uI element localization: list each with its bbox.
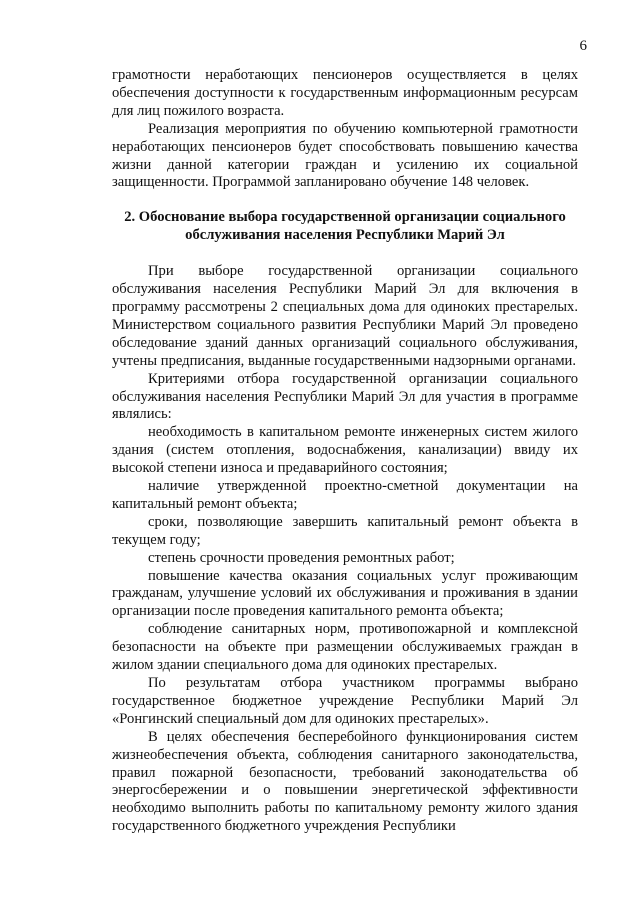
document-body <box>112 67 578 836</box>
list-item: сроки, позволяющие завершить капитальный ремонт объекта в текущем году; <box>112 513 578 548</box>
paragraph: В целях обеспечения бесперебойного функционирования систем жизнеобеспечения объекта, соблюдения санитарного законодательства, правил пожарной безопасности, требований законодательства об энергосбережении и о повышении энергетической эффективности необходимо выполнить работы по капитальному ремонту жилого здания государственного бюджетного учреждения Республики <box>112 728 578 835</box>
paragraph: По результатам отбора участником программы выбрано государственное бюджетное учреждение Республики Марий Эл «Ронгинский специальный дом для одиноких престарелых». <box>112 675 578 727</box>
paragraph: При выборе государственной организации социального обслуживания населения Республики Марий Эл для включения в программу рассмотрены 2 специальных дома для одиноких престарелых. Министерством социального развития Республики Марий Эл проведено обследование зданий данных организаций социального обслуживания, учтены предписания, выданные государственными надзорными органами. <box>112 263 578 369</box>
page-number: 6 <box>579 38 587 54</box>
list-item: необходимость в капитальном ремонте инженерных систем жилого здания (систем отопления, водоснабжения, канализации) ввиду их высокой степени износа и предаварийного состояния; <box>112 424 578 477</box>
list-item: наличие утвержденной проектно-сметной документации на капитальный ремонт объекта; <box>112 478 578 512</box>
paragraph: Реализация мероприятия по обучению компьютерной грамотности неработающих пенсионеров будет способствовать повышению качества жизни данной категории граждан и усилению их социальной защищенности. Программой запланировано обучение 148 человек. <box>112 120 578 191</box>
section-heading: 2. Обоснование выбора государственной организации социального обслуживания населения Республики Марий Эл <box>124 209 566 244</box>
paragraph: Критериями отбора государственной организации социального обслуживания населения Республики Марий Эл для участия в программе являлись: <box>112 370 578 423</box>
list-item: степень срочности проведения ремонтных работ; <box>148 549 455 566</box>
list-item: повышение качества оказания социальных услуг проживающим гражданам, улучшение условий их обслуживания и проживания в здании организации после проведения капитального ремонта объекта; <box>112 567 578 620</box>
paragraph-continuation: грамотности неработающих пенсионеров осуществляется в целях обеспечения доступности к государственным информационным ресурсам для лиц пожилого возраста. <box>112 67 578 119</box>
list-item: соблюдение санитарных норм, противопожарной и комплексной безопасности на объекте при размещении обслуживаемых граждан в жилом здании специального дома для одиноких престарелых. <box>112 621 578 674</box>
